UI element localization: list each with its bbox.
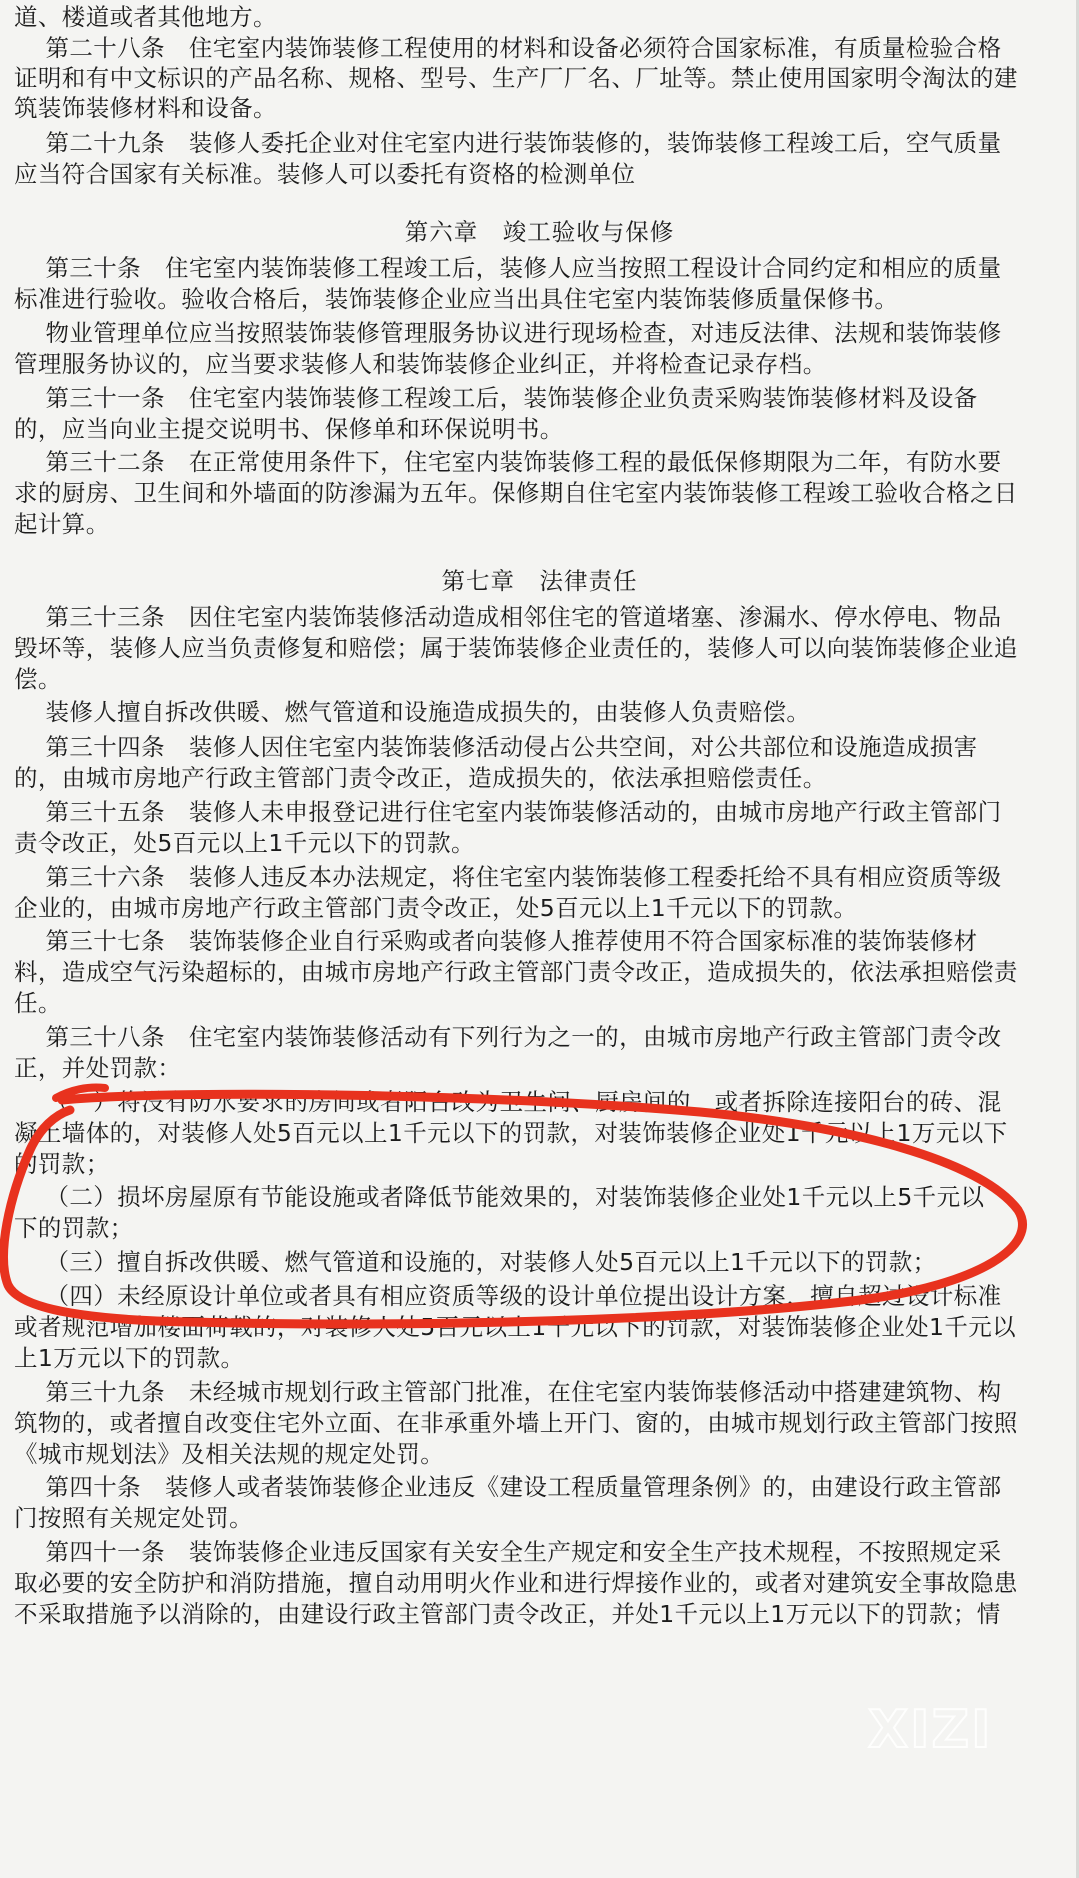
text-line: 装修人擅自拆改供暖、燃气管道和设施造成损失的，由装修人负责赔偿。	[14, 698, 811, 726]
text-line: 应当符合国家有关标准。装修人可以委托有资格的检测单位	[14, 160, 636, 188]
text-line: 毁坏等，装修人应当负责修复和赔偿；属于装饰装修企业责任的，装修人可以向装饰装修企业追	[14, 634, 1018, 662]
text-line: 筑装饰装修材料和设备。	[14, 94, 277, 122]
text-line: 《城市规划法》及相关法规的规定处罚。	[14, 1440, 445, 1468]
text-line: 第三十九条 未经城市规划行政主管部门批准，在住宅室内装饰装修活动中搭建建筑物、构	[14, 1378, 1002, 1406]
text-line: （四）未经原设计单位或者具有相应资质等级的设计单位提出设计方案，擅自超过设计标准	[14, 1282, 1002, 1310]
text-line: （三）擅自拆改供暖、燃气管道和设施的，对装修人处5百元以上1千元以下的罚款；	[14, 1248, 937, 1276]
text-line: 上1万元以下的罚款。	[14, 1344, 245, 1372]
text-line: 筑物的，或者擅自改变住宅外立面、在非承重外墙上开门、窗的，由城市规划行政主管部门按照	[14, 1409, 1018, 1437]
text-line: 道、楼道或者其他地方。	[14, 3, 277, 31]
text-line: 管理服务协议的，应当要求装修人和装饰装修企业纠正，并将检查记录存档。	[14, 350, 827, 378]
text-line: 第二十八条 住宅室内装饰装修工程使用的材料和设备必须符合国家标准，有质量检验合格	[14, 34, 1002, 62]
text-line: 第四十条 装修人或者装饰装修企业违反《建设工程质量管理条例》的，由建设行政主管部	[14, 1473, 1002, 1501]
text-line: 任。	[14, 989, 62, 1017]
text-line: 下的罚款；	[14, 1214, 134, 1242]
text-line: 第三十七条 装饰装修企业自行采购或者向装修人推荐使用不符合国家标准的装饰装修材	[14, 927, 978, 955]
text-line: 第四十一条 装饰装修企业违反国家有关安全生产规定和安全生产技术规程，不按照规定采	[14, 1538, 1002, 1566]
text-line: 求的厨房、卫生间和外墙面的防渗漏为五年。保修期自住宅室内装饰装修工程竣工验收合格之日	[14, 479, 1018, 507]
text-line: 料，造成空气污染超标的，由城市房地产行政主管部门责令改正，造成损失的，依法承担赔偿责	[14, 958, 1018, 986]
chapter-heading: 第六章 竣工验收与保修	[404, 218, 675, 246]
text-line: 起计算。	[14, 510, 110, 538]
text-line: 门按照有关规定处罚。	[14, 1504, 253, 1532]
text-line: 责令改正，处5百元以上1千元以下的罚款。	[14, 829, 475, 857]
text-line: 正，并处罚款：	[14, 1054, 182, 1082]
text-line: 第三十三条 因住宅室内装饰装修活动造成相邻住宅的管道堵塞、渗漏水、停水停电、物品	[14, 603, 1002, 631]
text-line: 第二十九条 装修人委托企业对住宅室内进行装饰装修的，装饰装修工程竣工后，空气质量	[14, 129, 1002, 157]
text-line: 第三十一条 住宅室内装饰装修工程竣工后，装饰装修企业负责采购装饰装修材料及设备	[14, 384, 978, 412]
text-line: 标准进行验收。验收合格后，装饰装修企业应当出具住宅室内装饰装修质量保修书。	[14, 285, 899, 313]
text-line: 凝土墙体的，对装修人处5百元以上1千元以下的罚款，对装饰装修企业处1千元以上1万元以下	[14, 1119, 1008, 1147]
text-line: 第三十四条 装修人因住宅室内装饰装修活动侵占公共空间，对公共部位和设施造成损害	[14, 733, 978, 761]
text-line: 不采取措施予以消除的，由建设行政主管部门责令改正，并处1千元以上1万元以下的罚款；情	[14, 1600, 1001, 1628]
text-line: （二）损坏房屋原有节能设施或者降低节能效果的，对装饰装修企业处1千元以上5千元以	[14, 1183, 985, 1211]
text-line: 企业的，由城市房地产行政主管部门责令改正，处5百元以上1千元以下的罚款。	[14, 894, 858, 922]
chapter-heading: 第七章 法律责任	[441, 567, 638, 595]
text-line: 第三十五条 装修人未申报登记进行住宅室内装饰装修活动的，由城市房地产行政主管部门	[14, 798, 1002, 826]
text-line: 第三十条 住宅室内装饰装修工程竣工后，装修人应当按照工程设计合同约定和相应的质量	[14, 254, 1002, 282]
text-line: （一）将没有防水要求的房间或者阳台改为卫生间、厨房间的，或者拆除连接阳台的砖、混	[14, 1088, 1002, 1116]
watermark-logo: XIZI	[868, 1700, 993, 1760]
text-line: 第三十六条 装修人违反本办法规定，将住宅室内装饰装修工程委托给不具有相应资质等级	[14, 863, 1002, 891]
text-line: 的，应当向业主提交说明书、保修单和环保说明书。	[14, 415, 564, 443]
text-line: 或者规范增加楼面荷载的，对装修人处5百元以上1千元以下的罚款，对装饰装修企业处1千元以	[14, 1313, 1017, 1341]
text-line: 取必要的安全防护和消防措施，擅自动用明火作业和进行焊接作业的，或者对建筑安全事故隐患	[14, 1569, 1018, 1597]
text-line: 的罚款；	[14, 1150, 110, 1178]
text-line: 偿。	[14, 665, 62, 693]
text-line: 第三十二条 在正常使用条件下，住宅室内装饰装修工程的最低保修期限为二年，有防水要	[14, 448, 1002, 476]
text-line: 的，由城市房地产行政主管部门责令改正，造成损失的，依法承担赔偿责任。	[14, 764, 827, 792]
text-line: 第三十八条 住宅室内装饰装修活动有下列行为之一的，由城市房地产行政主管部门责令改	[14, 1023, 1002, 1051]
text-line: 物业管理单位应当按照装饰装修管理服务协议进行现场检查，对违反法律、法规和装饰装修	[14, 319, 1002, 347]
text-line: 证明和有中文标识的产品名称、规格、型号、生产厂厂名、厂址等。禁止使用国家明令淘汰的建	[14, 64, 1018, 92]
